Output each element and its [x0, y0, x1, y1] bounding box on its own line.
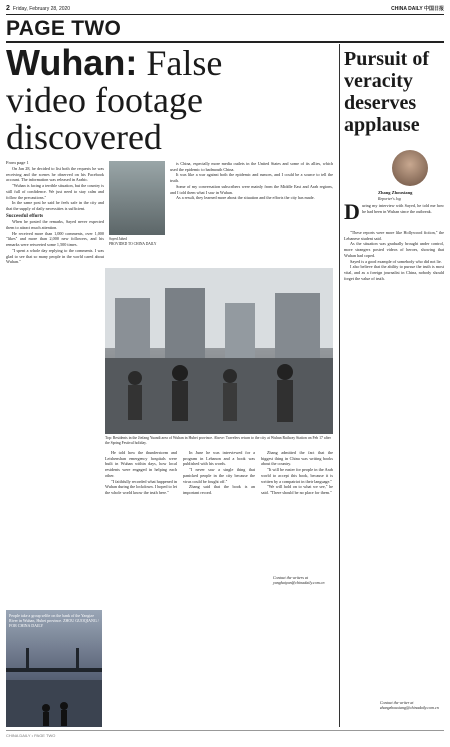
story-column-1	[6, 166, 104, 606]
page-header	[6, 5, 444, 14]
paragraph: "I spent a whole day replying to the comments. I was glad to see that so many people in the world cared about Wuhan."	[6, 247, 104, 265]
author-name: Zhang Zhouxiang	[378, 190, 413, 195]
story-contact: Contact the writers at yanghaiyan@chinadaily.com.cn	[273, 575, 325, 585]
paragraph: is China, especially more media outlets in the United States and some of its allies, which used the epidemic to badmouth China.	[170, 161, 333, 172]
paragraph: "We will hold on to what we see," he said. "There should be no place for them."	[261, 484, 333, 495]
paragraph: As a result, they learned more about the situation and the efforts the city has made.	[176, 195, 315, 201]
page-number: 2	[6, 5, 10, 12]
opinion-title: Pursuit of veracity deserves applause	[344, 48, 429, 136]
paragraph: In June he was interviewed for a program in Lebanon and a book was published with his words.	[183, 450, 255, 467]
byline: From page 1	[6, 160, 29, 165]
headline-bold: Wuhan:	[6, 42, 138, 83]
street-scene-illustration	[105, 268, 333, 434]
headline	[6, 44, 238, 156]
story-column-4	[183, 450, 255, 590]
opinion-body	[344, 230, 444, 696]
paragraph: When he posted the remarks, Sayed never expected them to attract much attention.	[6, 219, 104, 231]
paragraph: "Wuhan is facing a terrible situation, but the country is still full of confidence. We just need to stay calm and follow the precautions."	[6, 183, 104, 200]
paragraph: Some of my conversation subscribers were mainly from the Middle East and Arab regions, and I told them what I saw in Wuhan.	[170, 183, 333, 195]
paragraph: "I never saw a single thing that panicked people in the city because the virus could be fought off."	[183, 467, 255, 484]
header-rule	[6, 14, 444, 15]
column-divider	[339, 44, 340, 727]
opinion-intro	[362, 203, 444, 229]
paragraph: In the same post he said he feels safe in the city and that the supply of daily necessities is sufficient.	[6, 200, 104, 211]
paragraph: uring my interview with Sayed, he told me how he had been in Wuhan since the outbreak.	[362, 203, 444, 214]
paragraph: As the situation was gradually brought under control, more strangers posted videos of heroes, showing that Wuhan had coped.	[344, 241, 444, 258]
footer-text: CHINA DAILY • PAGE TWO	[6, 733, 56, 738]
footer-rule	[6, 730, 444, 731]
paragraph: Sayed is a good example of somebody who did not lie.	[350, 258, 442, 264]
paragraph: Zhang admitted the fact that the biggest thing in China was writing books about the country.	[261, 450, 333, 467]
page-date: Friday, February 28, 2020	[12, 6, 71, 12]
main-photo-caption: Top: Residents in the Jiefang Yuandi area of Wuhan in Hubei province. Above: Travelers return to the city at Wuhan Railway Station on Feb 17 after the Spring Festival holiday.	[105, 436, 331, 445]
paragraph: "These reports were more like Hollywood fiction," the Lebanese student said.	[344, 230, 444, 241]
story-column-5	[261, 450, 333, 570]
author-role: Reporter's log	[378, 196, 401, 201]
drop-cap: D	[344, 199, 360, 224]
paragraph: On Jan 28, he decided to list both the requests he was receiving and the scenes he observed on his Facebook account. The information was released in Arabic.	[6, 166, 104, 183]
paper-name: CHINA DAILY	[391, 6, 423, 12]
main-photo	[105, 268, 333, 434]
author-avatar	[392, 150, 428, 186]
opinion-contact: Contact the writer at zhangzhouxiang@chinadaily.com.cn	[380, 700, 439, 710]
promo-caption: People take a group selfie on the bank of the Yangtze River in Wuhan, Hubei province. ZHOU GUOQIANG / FOR CHINA DAILY	[9, 613, 99, 628]
paragraph: I also believe that the ability to pursue the truth is most vital, and as a foreign journalist in China, nobody should forget the value of truth.	[344, 264, 444, 281]
story-column-2	[170, 161, 333, 265]
section-title: PAGE TWO	[6, 17, 122, 40]
story-column-3	[105, 450, 177, 590]
portrait-caption: Sayed Jahed PROVIDED TO CHINA DAILY	[109, 237, 157, 246]
paragraph: It was like a war against both the epidemic and rumors, and I could be a source to tell the truth.	[170, 172, 333, 184]
paragraph: "It will be easier for people in the Arab world to accept this book, because it is written by a compatriot in their language."	[261, 467, 333, 484]
paper-name-cn: 中国日报	[423, 6, 444, 12]
headline-light: False video footage discovered	[6, 43, 223, 157]
paragraph: "I faithfully recorded what happened in Wuhan during the lockdown. I hoped to let the whole world know the truth here."	[105, 478, 177, 495]
portrait-photo	[109, 161, 165, 235]
paragraph: Zhang said that the book is an important record.	[183, 484, 255, 495]
paragraph: He told how the thunderstorm and Leishenshan emergency hospitals were built in Wuhan within days, how local residents were engaged in helping each other.	[105, 450, 177, 478]
paragraph: He received more than 1,000 comments, over 1,000 "likes" and more than 2,000 new followers, and his remarks were retweeted some 1,500 times.	[6, 230, 104, 248]
subhead: Successful efforts	[6, 213, 44, 219]
